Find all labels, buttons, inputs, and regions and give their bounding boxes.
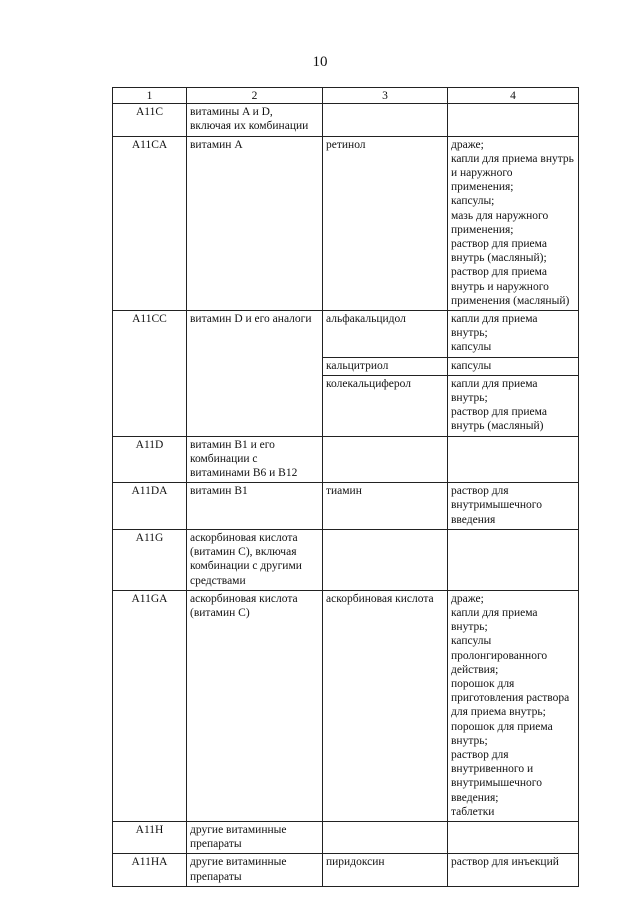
dosage-forms [448,436,579,483]
group-name: витамины A и D, включая их комбинации [187,104,323,136]
table-row [113,104,579,136]
dosage-forms: капли для приема внутрь; капсулы [448,311,579,358]
table-header-row [113,88,579,104]
dosage-forms: раствор для инъекций [448,854,579,886]
atc-code: A11HA [113,854,187,886]
group-name: витамин B1 [187,483,323,530]
table-row [113,436,579,483]
substance-name: тиамин [323,483,448,530]
atc-code: A11DA [113,483,187,530]
atc-code: A11D [113,436,187,483]
substance-name: альфакальцидол [323,311,448,358]
table-row [113,483,579,530]
dosage-forms: капсулы [448,357,579,375]
header-column-2: 2 [187,88,323,104]
group-name: витамин D и его аналоги [187,311,323,437]
group-name: аскорбиновая кислота (витамин C), включая комбинации с другими средствами [187,529,323,590]
atc-code: A11G [113,529,187,590]
substance-name [323,104,448,136]
substance-name: аскорбиновая кислота [323,590,448,821]
table-row [113,311,579,358]
substance-name: колекальциферол [323,375,448,436]
substance-name: ретинол [323,136,448,310]
substance-name [323,529,448,590]
dosage-forms: драже; капли для приема внутрь; капсулы пролонгированного действия; порошок для приготовления раствора для приема внутрь; порошок для приема внутрь; раствор для внутривенного и внутримышечного введения; таблетки [448,590,579,821]
group-name: другие витаминные препараты [187,854,323,886]
table-row [113,854,579,886]
dosage-forms: капли для приема внутрь; раствор для приема внутрь (масляный) [448,375,579,436]
substance-name [323,436,448,483]
dosage-forms [448,529,579,590]
dosage-forms [448,104,579,136]
dosage-forms: драже; капли для приема внутрь и наружного применения; капсулы; мазь для наружного применения; раствор для приема внутрь (масляный); раствор для приема внутрь и наружного применения (масляный) [448,136,579,310]
header-column-1: 1 [113,88,187,104]
header-column-3: 3 [323,88,448,104]
table-row [113,590,579,821]
table-row [113,529,579,590]
atc-code: A11C [113,104,187,136]
group-name: витамин A [187,136,323,310]
header-column-4: 4 [448,88,579,104]
table-row [113,136,579,310]
medication-table [112,87,579,887]
atc-code: A11CA [113,136,187,310]
page-number: 10 [312,54,328,70]
atc-code: A11GA [113,590,187,821]
dosage-forms: раствор для внутримышечного введения [448,483,579,530]
dosage-forms [448,821,579,853]
group-name: другие витаминные препараты [187,821,323,853]
substance-name [323,821,448,853]
substance-name: кальцитриол [323,357,448,375]
group-name: аскорбиновая кислота (витамин C) [187,590,323,821]
atc-code: A11CC [113,311,187,437]
substance-name: пиридоксин [323,854,448,886]
table-row [113,821,579,853]
group-name: витамин B1 и его комбинации с витаминами B6 и B12 [187,436,323,483]
atc-code: A11H [113,821,187,853]
